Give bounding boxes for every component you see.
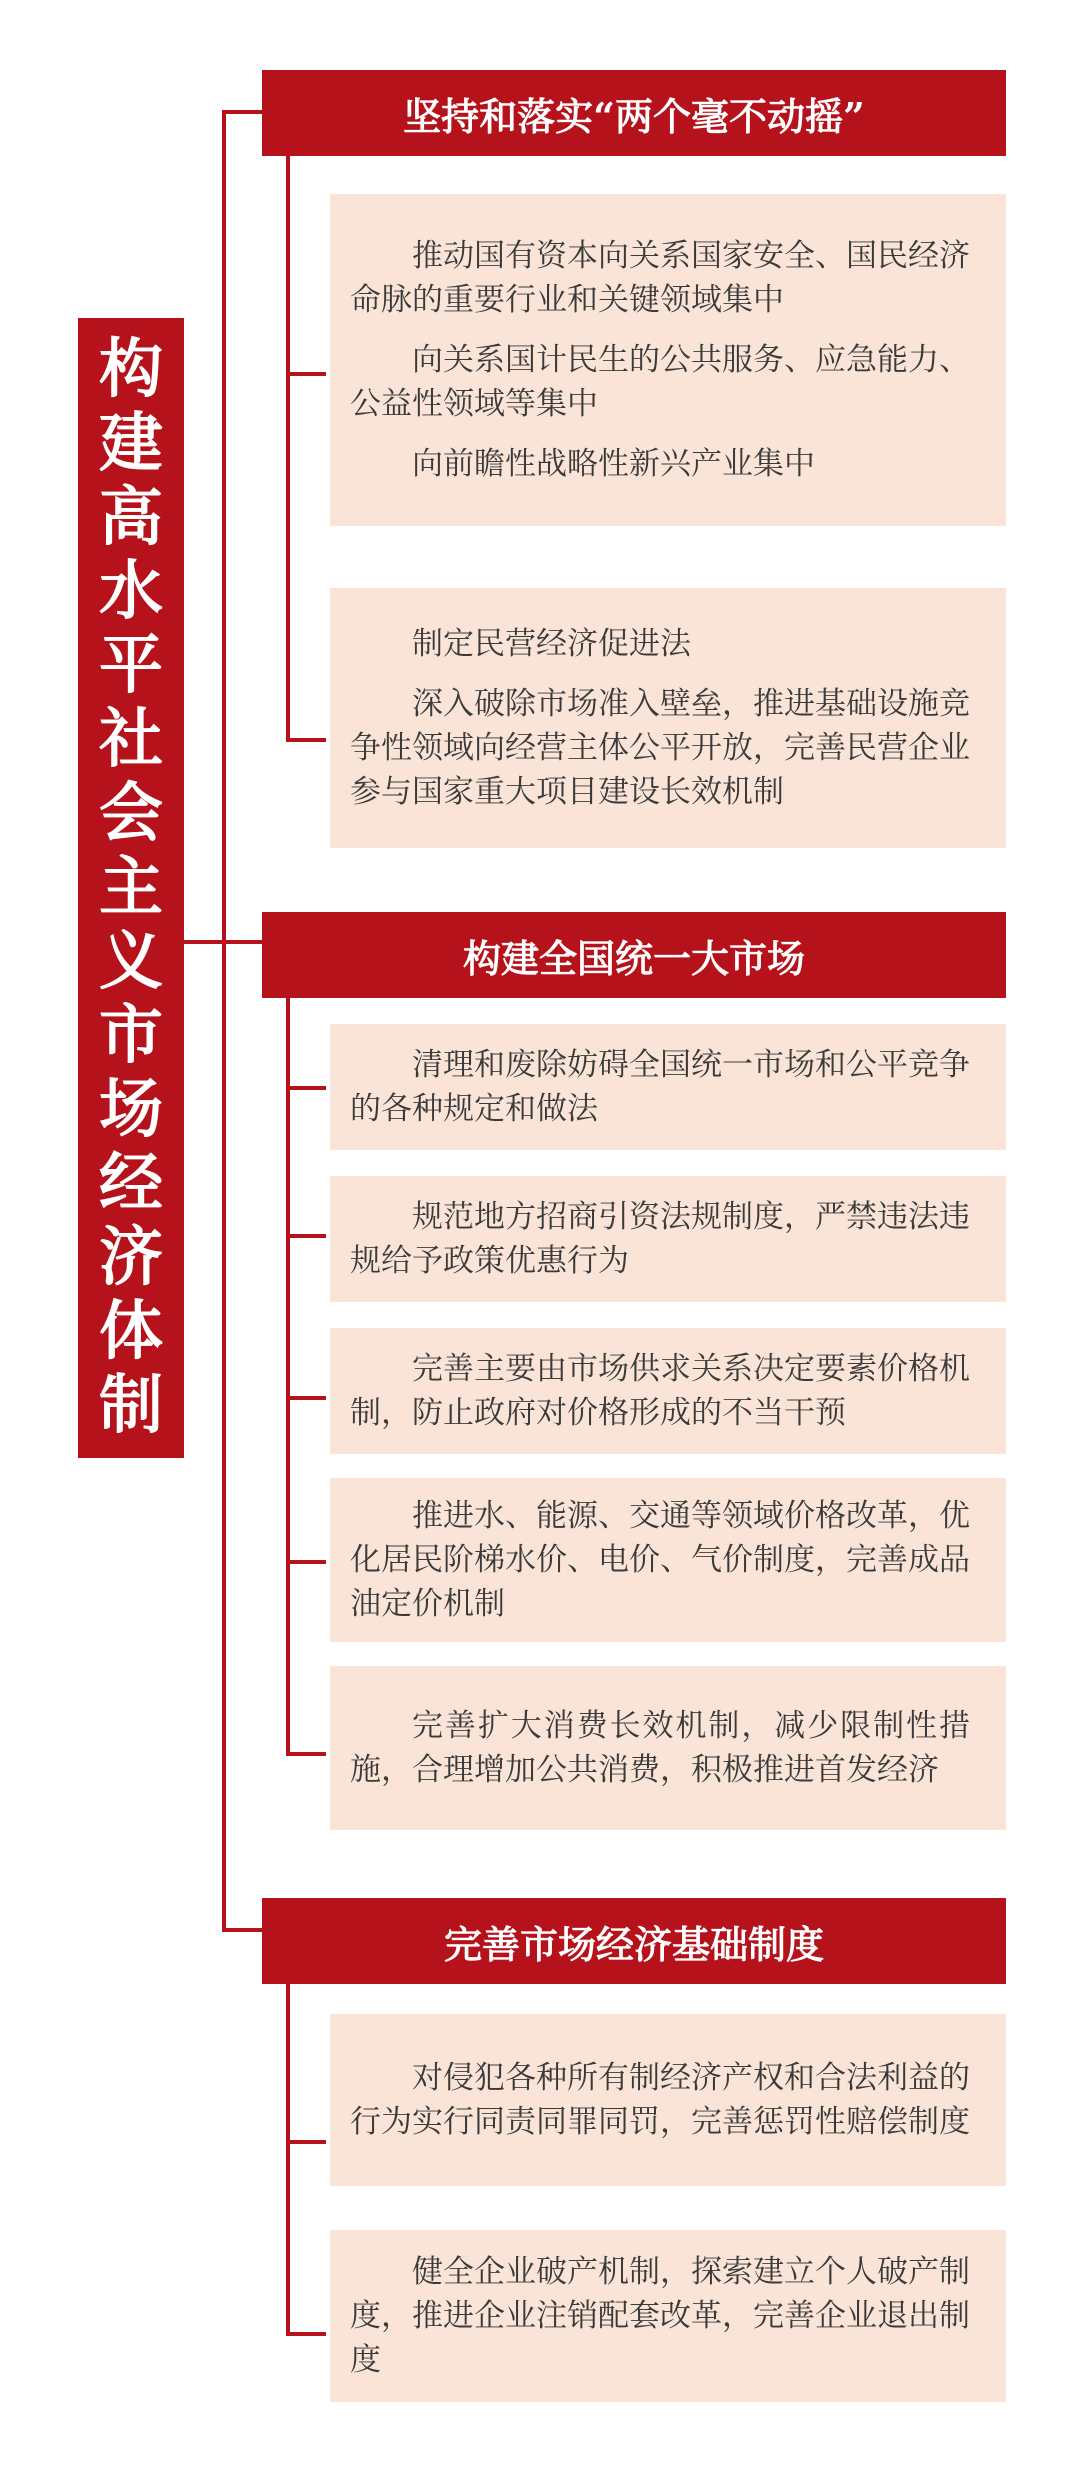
connector-spine-to-section-1 xyxy=(222,110,262,114)
main-title-char: 建 xyxy=(99,407,163,481)
connector-section-3-box-1 xyxy=(286,2140,326,2144)
text-paragraph: 制定民营经济促进法 xyxy=(412,626,691,662)
section-1-box-2 xyxy=(330,588,1006,848)
main-title-char: 义 xyxy=(99,925,163,999)
main-title-char: 社 xyxy=(99,703,163,777)
section-2-box-3 xyxy=(330,1328,1006,1454)
connector-main-spine xyxy=(222,110,226,1930)
main-title xyxy=(78,318,184,1458)
section-1-box-1 xyxy=(330,194,1006,526)
text-paragraph: 完善主要由市场供求关系决定要素价格机制，防止政府对价格形成的不当干预 xyxy=(350,1351,970,1431)
connector-section-2-box-4 xyxy=(286,1560,326,1564)
text-paragraph: 推进水、能源、交通等领域价格改革，优化居民阶梯水价、电价、气价制度，完善成品油定价机制 xyxy=(350,1498,970,1622)
main-title-char: 会 xyxy=(99,777,163,851)
main-title-char: 平 xyxy=(99,629,163,703)
main-title-char: 高 xyxy=(99,481,163,555)
connector-section-2-box-5 xyxy=(286,1752,326,1756)
text-paragraph: 清理和废除妨碍全国统一市场和公平竞争的各种规定和做法 xyxy=(350,1047,970,1127)
main-title-char: 场 xyxy=(99,1073,163,1147)
section-2-box-2 xyxy=(330,1176,1006,1302)
text-paragraph: 向关系国计民生的公共服务、应急能力、公益性领域等集中 xyxy=(350,342,970,422)
connector-spine-to-section-2 xyxy=(222,940,262,944)
text-paragraph: 推动国有资本向关系国家安全、国民经济命脉的重要行业和关键领域集中 xyxy=(350,238,970,318)
main-title-char: 主 xyxy=(99,851,163,925)
text-paragraph: 深入破除市场准入壁垒，推进基础设施竞争性领域向经营主体公平开放，完善民营企业参与国家重大项目建设长效机制 xyxy=(350,686,970,810)
section-1-header: 坚持和落实“两个毫不动摇” xyxy=(262,70,1006,156)
text-paragraph: 对侵犯各种所有制经济产权和合法利益的行为实行同责同罪同罚，完善惩罚性赔偿制度 xyxy=(350,2060,970,2140)
text-paragraph: 规范地方招商引资法规制度，严禁违法违规给予政策优惠行为 xyxy=(350,1199,970,1279)
main-title-char: 体 xyxy=(99,1295,163,1369)
section-2-box-5 xyxy=(330,1666,1006,1830)
connector-section-3-box-2 xyxy=(286,2332,326,2336)
main-title-char: 构 xyxy=(99,333,163,407)
connector-section-3-spine xyxy=(286,1984,290,2336)
connector-section-1-box-1 xyxy=(286,372,326,376)
main-title-char: 市 xyxy=(99,999,163,1073)
main-title-char: 济 xyxy=(99,1221,163,1295)
main-title-char: 水 xyxy=(99,555,163,629)
section-2-box-4 xyxy=(330,1478,1006,1642)
connector-section-2-box-1 xyxy=(286,1086,326,1090)
connector-section-2-spine xyxy=(286,998,290,1756)
section-3-header: 完善市场经济基础制度 xyxy=(262,1898,1006,1984)
section-2-box-1 xyxy=(330,1024,1006,1150)
text-paragraph: 健全企业破产机制，探索建立个人破产制度，推进企业注销配套改革，完善企业退出制度 xyxy=(350,2254,970,2378)
connector-section-2-box-2 xyxy=(286,1234,326,1238)
connector-section-1-spine xyxy=(286,156,290,742)
main-title-char: 经 xyxy=(99,1147,163,1221)
section-3-box-2 xyxy=(330,2230,1006,2402)
section-3-box-1 xyxy=(330,2014,1006,2186)
text-paragraph: 完善扩大消费长效机制，减少限制性措施，合理增加公共消费，积极推进首发经济 xyxy=(350,1708,970,1788)
connector-section-2-box-3 xyxy=(286,1396,326,1400)
connector-spine-to-section-3 xyxy=(222,1928,262,1932)
main-title-char: 制 xyxy=(99,1369,163,1443)
connector-section-1-box-2 xyxy=(286,738,326,742)
text-paragraph: 向前瞻性战略性新兴产业集中 xyxy=(412,446,815,482)
section-2-header: 构建全国统一大市场 xyxy=(262,912,1006,998)
connector-title-to-spine xyxy=(184,940,224,944)
